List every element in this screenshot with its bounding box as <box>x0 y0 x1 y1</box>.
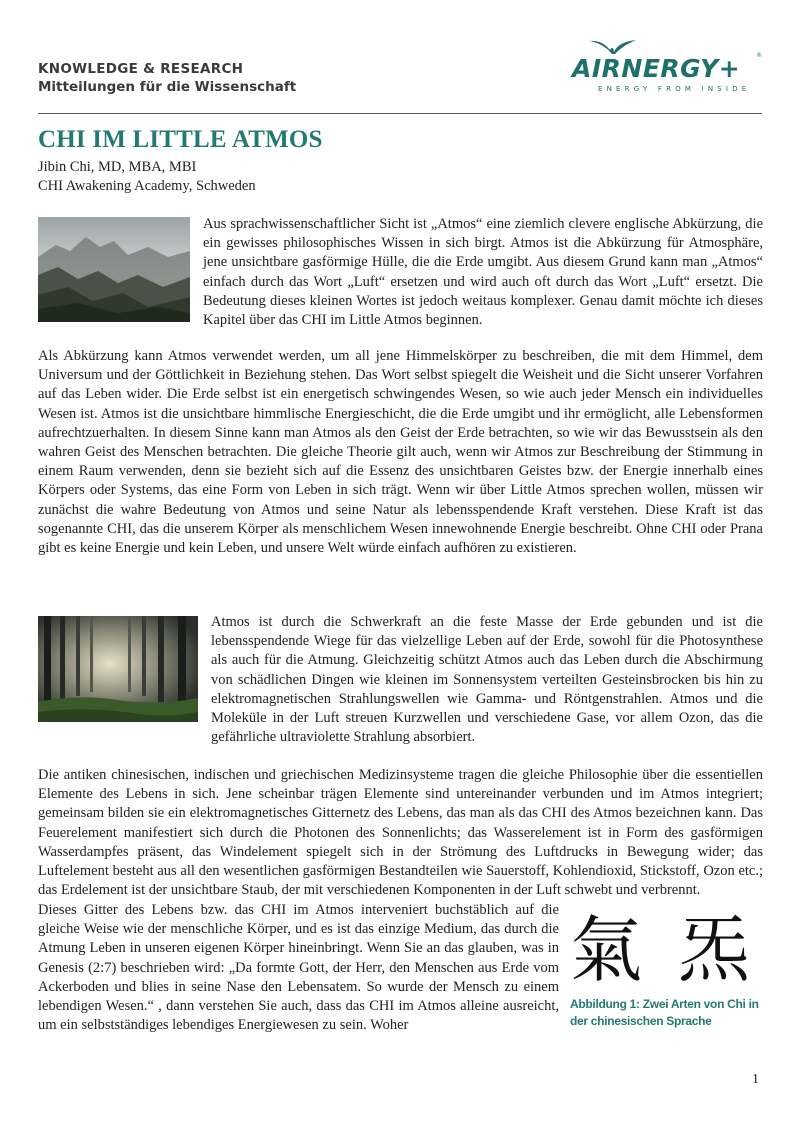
author-affiliation: CHI Awakening Academy, Schweden <box>38 178 256 194</box>
paragraph-2: Als Abkürzung kann Atmos verwendet werden, um all jene Himmelskörper zu beschreiben, die mit dem Himmel, dem Universum und der Göttlichkeit in Beziehung stehen. Das Wort selbst spiegelt die Weisheit und die Sicht unserer Vorfahren auf das Leben wider. Die Erde selbst ist ein energetisch schwingendes Wesen, so wie auch jeder Mensch ein individuelles Wesen ist. Atmos ist die unsichtbare himmlische Energieschicht, die die Erde umgibt und ihr ermöglicht, alle Lebensformen aufrechtzuerhalten. In diesem Sinne kann man Atmos als den Geist der Erde betrachten, so wie wir das Bewusstsein als den wahren Geist des Menschen betrachten. Die gleiche Theorie gilt auch, wenn wir Atmos zur Beschreibung der Stimmung in einem Raum verwenden, denn sie bezieht sich auf die Essenz des unsichtbaren Geistes bzw. der Energie innerhalb eines Körpers oder Systems, das eine Form von Leben in sich trägt. Wenn wir über Little Atmos sprechen wollen, müssen wir zunächst die wahre Bedeutung von Atmos und seine Natur als lebensspendende Kraft verstehen. Diese Kraft ist das sogenannte CHI, das die unserem Körper als menschlichem Wesen innewohnende Energie beschreibt. Ohne CHI oder Prana gibt es keine Energie und kein Leben, und unsere Welt würde einfach aufhören zu existieren. <box>38 348 763 557</box>
header-divider <box>38 113 762 114</box>
chi-character-traditional: 氣 <box>570 908 643 992</box>
forest-image <box>38 616 198 722</box>
airnergy-logo <box>566 38 766 100</box>
author-name: Jibin Chi, MD, MBA, MBI <box>38 159 197 175</box>
paragraph-5: Dieses Gitter des Lebens bzw. das CHI im Atmos interveniert buchstäblich auf die gleiche Weise wie der menschliche Körper, und es ist das einzige Medium, das durch die Atmung Leben in unseren eigenen Körper hineinbringt. Wenn Sie an das glauben, was in Genesis (2:7) beschrieben wird: „Da formte Gott, der Herr, den Menschen aus Erde vom Ackerboden und blies in seine Nase den Lebensatem. So wurde der Mensch zu einem lebendigen Wesen.“ , dann verstehen Sie auch, dass das CHI im Atmos alleine ausreicht, um ein selbstständiges lebendiges Energiewesen zu sein. Woher <box>38 902 559 1034</box>
figure-caption: Abbildung 1: Zwei Arten von Chi in der chinesischen Sprache <box>570 997 759 1028</box>
section-label <box>38 60 296 96</box>
chi-character-variant: 炁 <box>678 908 751 992</box>
logo-wordmark: AIRNERGY+ <box>572 54 741 83</box>
chi-characters-figure <box>570 910 760 990</box>
mountain-landscape-image <box>38 217 190 322</box>
page-number: 1 <box>752 1072 759 1087</box>
registered-mark: ® <box>756 52 762 59</box>
section-subtitle: Mitteilungen für die Wissenschaft <box>38 79 297 95</box>
paragraph-4: Die antiken chinesischen, indischen und griechischen Medizinsysteme tragen die gleiche Philosophie über die essentiellen Elemente des Lebens in sich. Jene scheinbar trägen Elemente sind untereinander verbunden und im Atmos integriert; gemeinsam bilden sie ein elektromagnetisches Gitternetz des Lebens, das man als das CHI des Atmos bezeichnen kann. Das Feuerelement manifestiert sich durch die Photonen des Sonnenlichts; das Wasserelement ist in Form des gasförmigen Wasserdampfes präsent, das Windelement spiegelt sich in der Strömung des Luftdrucks in Bewegung wider; das Luftelement besteht aus all den wesentlichen gasförmigen Bestandteilen wie Sauerstoff, Kohlendioxid, Stickstoff, Ozon etc.; das Erdelement ist der unsichtbare Staub, der mit verschiedenen Komponenten in der Luft schwebt und verbrennt. <box>38 767 763 899</box>
paragraph-1: Aus sprachwissenschaftlicher Sicht ist „Atmos“ eine ziemlich clevere englische Abkürzung, die ein gewisses philosophisches Wissen in sich birgt. Atmos ist die Abkürzung für Atmosphäre, jene unsichtbare gasförmige Hülle, die die Erde umgibt. Aus diesem Grund kann man „Atmos“ einfach durch das Wort „Luft“ ersetzen und wird auch oft durch das Wort „Luft“ ersetzt. Die Bedeutung dieses kleinen Wortes ist jedoch weitaus komplexer. Genau damit möchte ich dieses Kapitel über das CHI im Little Atmos beginnen. <box>203 216 763 329</box>
section-name: KNOWLEDGE & RESEARCH <box>38 61 244 77</box>
article-title: CHI IM LITTLE ATMOS <box>38 126 323 153</box>
logo-tagline: ENERGY FROM INSIDE <box>598 85 751 93</box>
author-block <box>38 158 256 196</box>
paragraph-3: Atmos ist durch die Schwerkraft an die feste Masse der Erde gebunden und ist die lebensspendende Wiege für das vielzellige Leben auf der Erde, sowohl für die Photosynthese als auch für die Atmung. Gleichzeitig schützt Atmos auch das Leben durch die Abschirmung von schädlichen Dingen wie kleinen im Sonnensystem verteilten Gesteinsbrocken bis hin zu elektromagnetischen Strahlungswellen wie Gamma- und Röntgenstrahlen. Atmos und die Moleküle in der Luft streuen Kurzwellen und verschiedene Gase, vor allem Ozon, das die gefährliche ultraviolette Strahlung absorbiert. <box>211 614 763 746</box>
